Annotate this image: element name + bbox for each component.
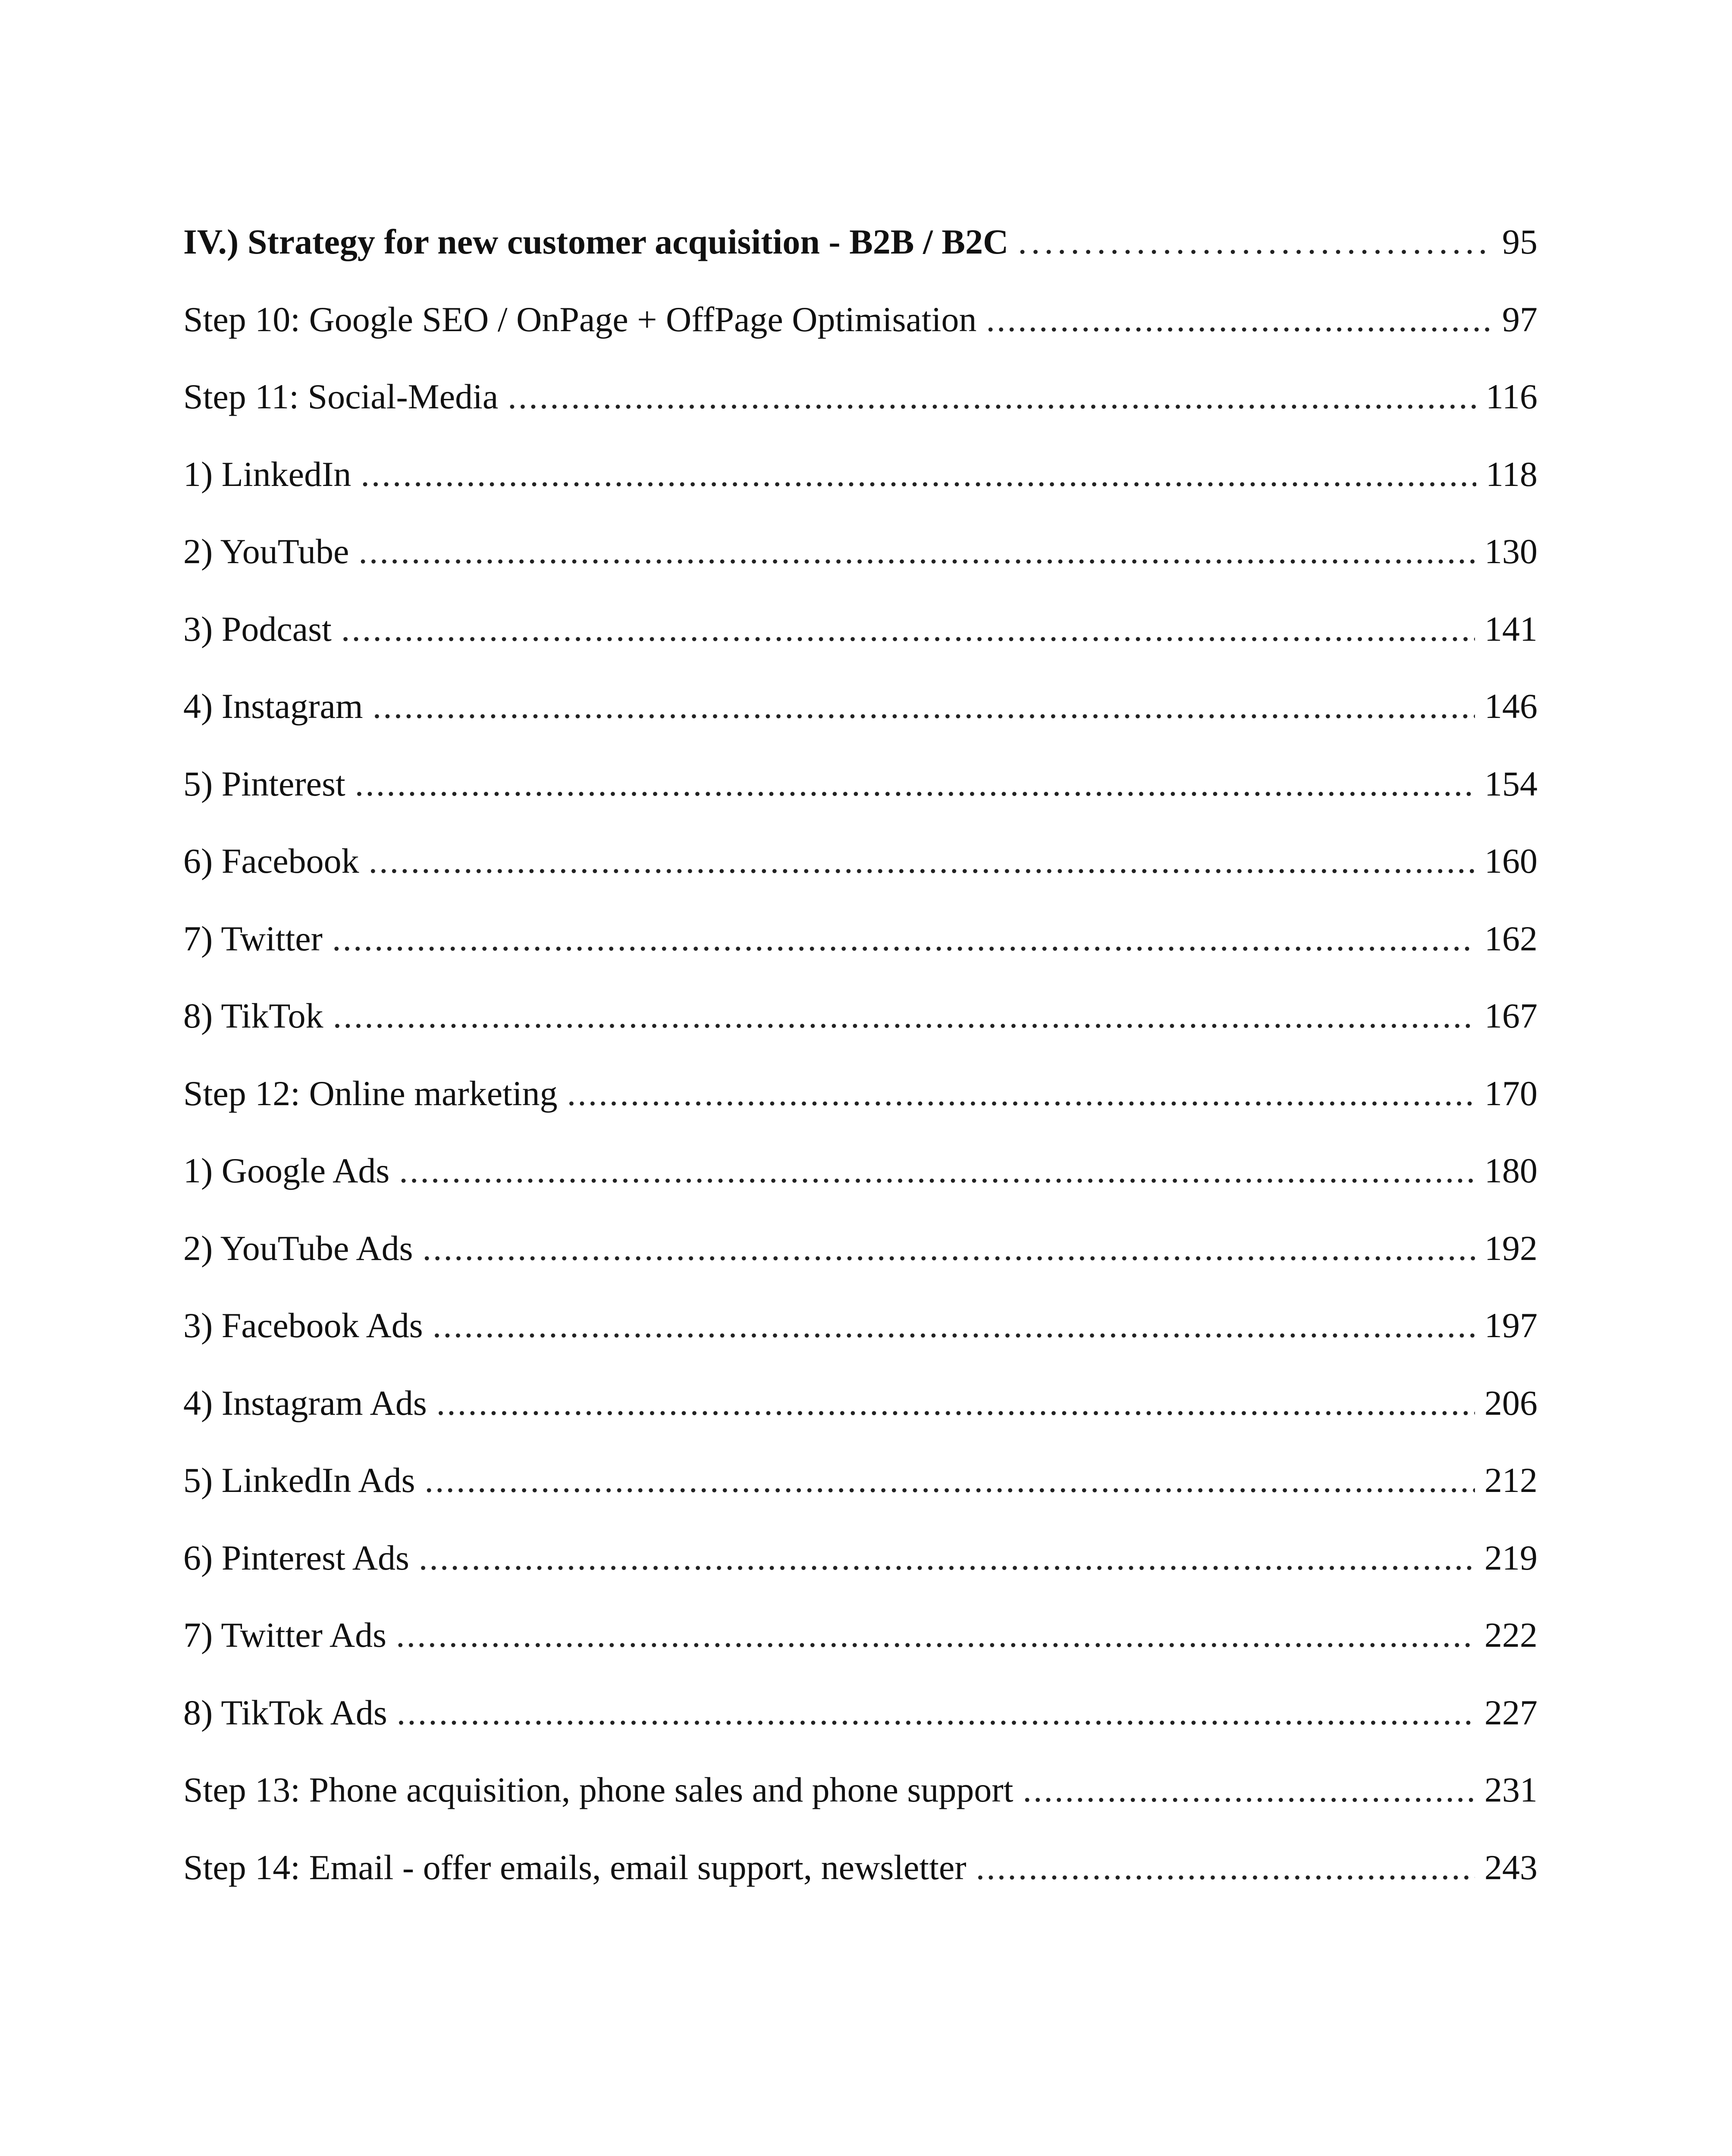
toc-entry (183, 379, 1537, 457)
dot-leader (508, 379, 1476, 414)
dot-leader (369, 843, 1475, 879)
toc-entry-page: 162 (1484, 918, 1537, 958)
table-of-contents (183, 224, 1537, 1927)
toc-entry-page: 222 (1484, 1615, 1537, 1655)
toc-entry-page: 170 (1484, 1073, 1537, 1113)
toc-entry-page: 167 (1484, 996, 1537, 1035)
toc-entry (183, 843, 1537, 921)
toc-entry (183, 1692, 1537, 1773)
dot-leader (567, 1076, 1475, 1111)
dot-leader (419, 1540, 1475, 1576)
toc-entry-title: 1) LinkedIn (183, 454, 351, 494)
toc-entry (183, 686, 1537, 766)
toc-entry (183, 534, 1537, 611)
toc-entry (183, 454, 1537, 534)
toc-entry-title: 8) TikTok Ads (183, 1692, 387, 1732)
toc-entry-page: 212 (1484, 1460, 1537, 1500)
toc-entry-page: 180 (1484, 1151, 1537, 1190)
toc-entry-page: 154 (1484, 764, 1537, 803)
toc-entry-page: 160 (1484, 841, 1537, 881)
toc-entry-title: Step 11: Social-Media (183, 377, 499, 416)
toc-entry-heading (183, 224, 1537, 302)
toc-entry (183, 918, 1537, 999)
toc-entry-page: 130 (1484, 532, 1537, 571)
dot-leader (436, 1385, 1475, 1421)
toc-entry-page: 243 (1484, 1847, 1537, 1887)
toc-entry-page: 141 (1484, 609, 1537, 649)
toc-entry (183, 1228, 1537, 1308)
toc-entry (183, 1540, 1537, 1618)
dot-leader (355, 766, 1475, 802)
toc-entry-page: 95 (1502, 222, 1537, 261)
toc-entry-title: 2) YouTube (183, 532, 349, 571)
dot-leader (341, 611, 1475, 647)
toc-entry (183, 1617, 1537, 1695)
dot-leader (373, 689, 1475, 724)
toc-entry-title: 8) TikTok (183, 996, 323, 1035)
dot-leader (358, 534, 1475, 569)
toc-entry-title: 3) Facebook Ads (183, 1306, 423, 1345)
dot-leader (1018, 224, 1493, 260)
toc-entry-page: 219 (1484, 1538, 1537, 1577)
toc-entry (183, 611, 1537, 689)
toc-entry-title: 4) Instagram (183, 686, 363, 726)
dot-leader (397, 1695, 1475, 1730)
dot-leader (424, 1463, 1475, 1498)
dot-leader (332, 921, 1475, 956)
dot-leader (986, 302, 1493, 337)
toc-entry-page: 197 (1484, 1306, 1537, 1345)
toc-entry-title: 7) Twitter (183, 918, 323, 958)
toc-entry (183, 1385, 1537, 1463)
toc-entry-title: Step 12: Online marketing (183, 1073, 558, 1113)
dot-leader (1023, 1772, 1475, 1808)
dot-leader (396, 1617, 1475, 1653)
toc-entry (183, 1772, 1537, 1850)
toc-entry-page: 116 (1486, 377, 1537, 416)
toc-entry-title: 5) LinkedIn Ads (183, 1460, 415, 1500)
toc-entry (183, 299, 1537, 379)
dot-leader (333, 998, 1475, 1034)
toc-entry-title: Step 10: Google SEO / OnPage + OffPage Optimisation (183, 299, 977, 339)
toc-entry-title: IV.) Strategy for new customer acquisition - B2B / B2C (183, 222, 1009, 261)
toc-entry (183, 766, 1537, 844)
toc-entry-page: 146 (1484, 686, 1537, 726)
toc-entry (183, 1073, 1537, 1153)
toc-entry-title: 5) Pinterest (183, 764, 345, 803)
toc-entry (183, 1308, 1537, 1385)
toc-entry-title: 7) Twitter Ads (183, 1615, 387, 1655)
toc-entry-title: 6) Facebook (183, 841, 359, 881)
dot-leader (361, 457, 1476, 492)
dot-leader (433, 1308, 1475, 1343)
dot-leader (399, 1153, 1475, 1188)
toc-entry-page: 192 (1484, 1228, 1537, 1268)
toc-entry-page: 227 (1484, 1692, 1537, 1732)
toc-entry (183, 998, 1537, 1076)
toc-entry-title: Step 13: Phone acquisition, phone sales and phone support (183, 1770, 1013, 1809)
toc-entry-title: 6) Pinterest Ads (183, 1538, 409, 1577)
toc-entry (183, 1847, 1537, 1927)
toc-entry-page: 206 (1484, 1383, 1537, 1423)
toc-entry-page: 97 (1502, 299, 1537, 339)
toc-entry-page: 231 (1484, 1770, 1537, 1809)
toc-entry (183, 1153, 1537, 1231)
dot-leader (976, 1850, 1475, 1885)
toc-entry-title: 3) Podcast (183, 609, 332, 649)
toc-entry-title: 1) Google Ads (183, 1151, 390, 1190)
toc-entry-title: 4) Instagram Ads (183, 1383, 427, 1423)
toc-entry-page: 118 (1486, 454, 1537, 494)
toc-entry-title: 2) YouTube Ads (183, 1228, 413, 1268)
dot-leader (422, 1231, 1475, 1266)
toc-entry-title: Step 14: Email - offer emails, email support, newsletter (183, 1847, 966, 1887)
toc-entry (183, 1460, 1537, 1540)
